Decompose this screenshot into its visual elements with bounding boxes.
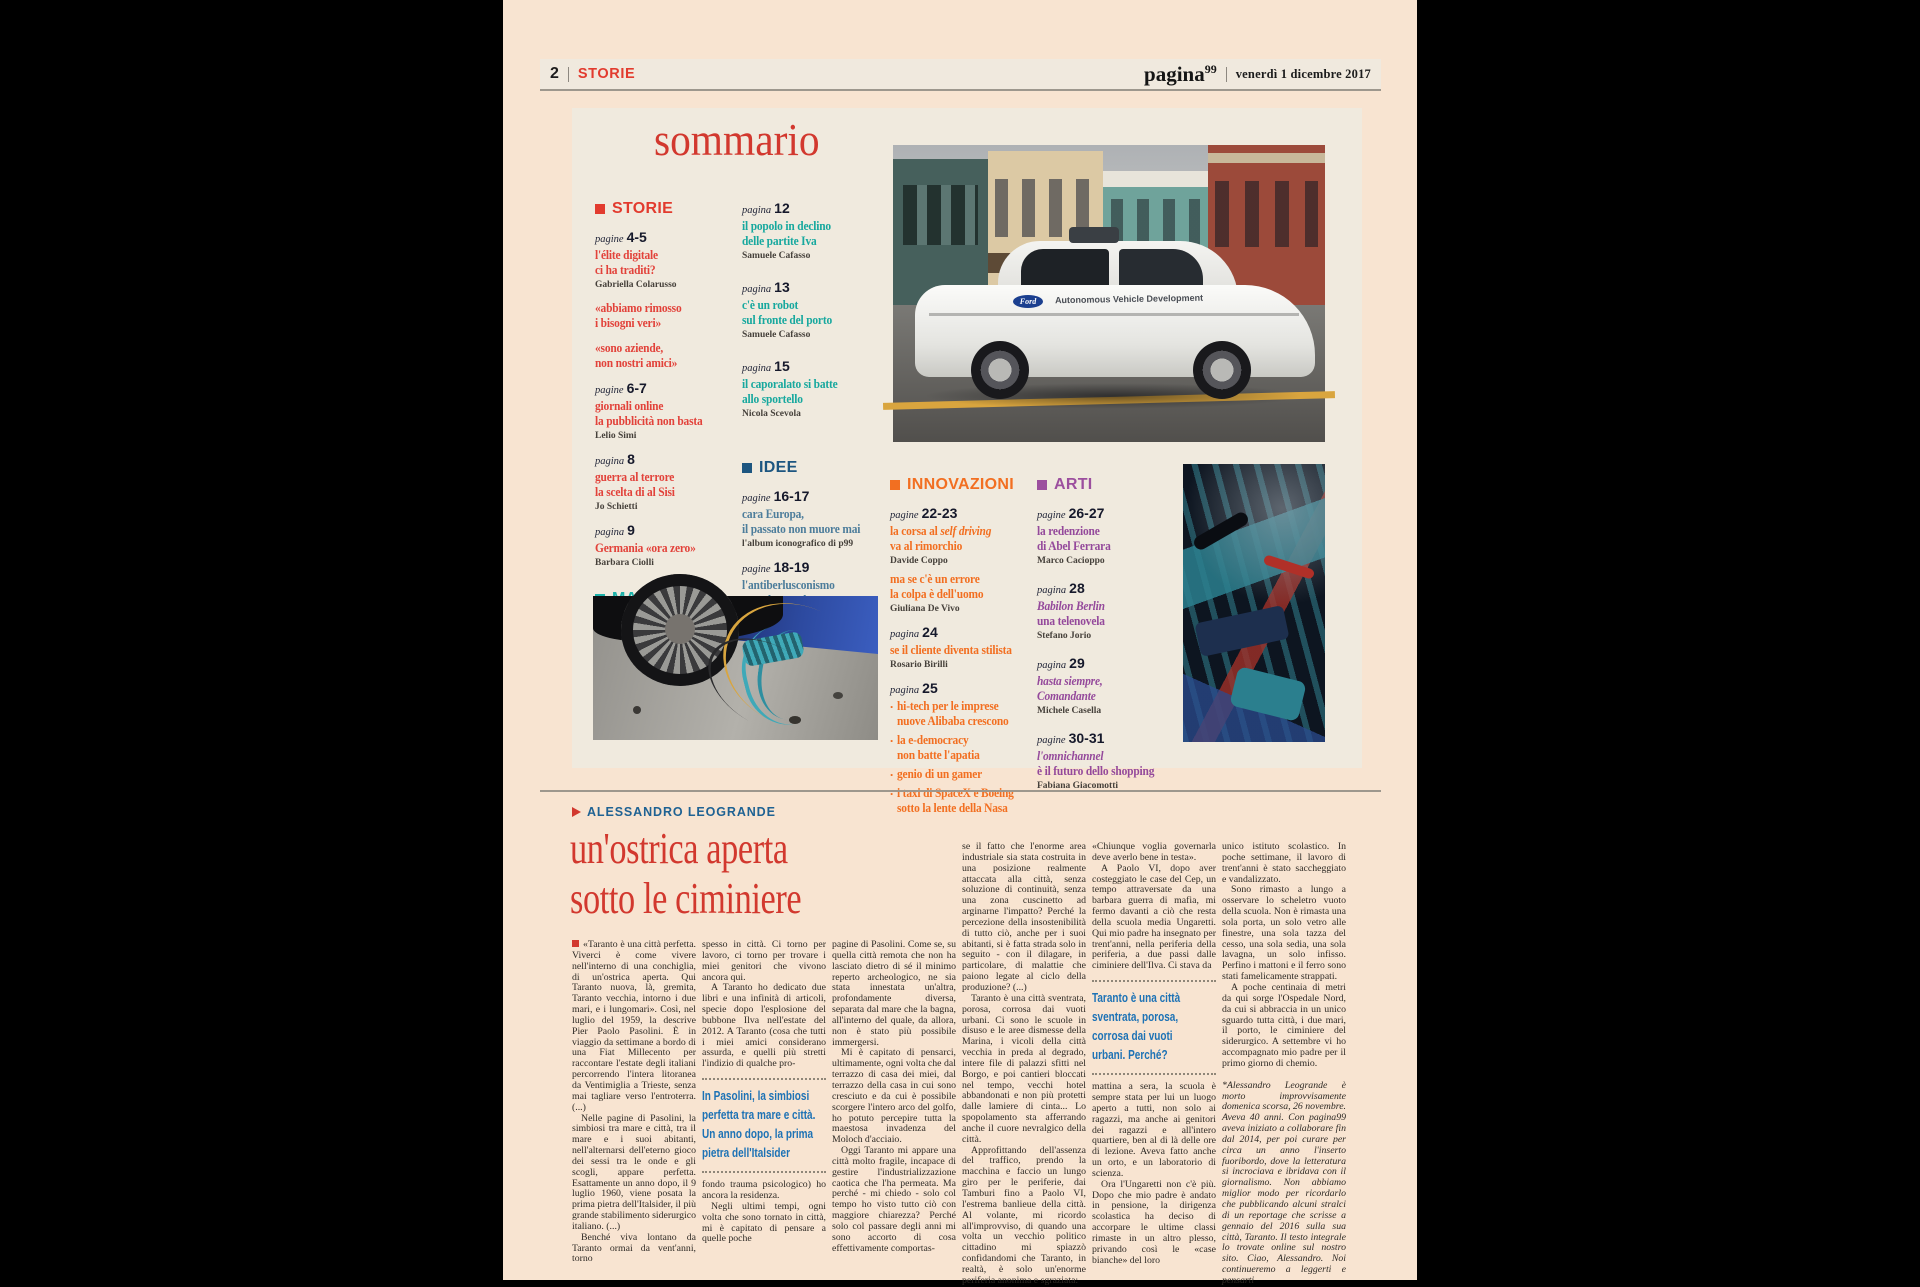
car-body-line bbox=[929, 313, 1299, 316]
article-column-5 bbox=[1092, 841, 1216, 1266]
pages-word: pagine bbox=[890, 510, 919, 521]
pull-quote: In Pasolini, la simbiosi perfetta tra mare e città. Un anno dopo, la prima pietra dell'Italsider bbox=[702, 1089, 816, 1161]
toc-item bbox=[1037, 655, 1185, 716]
toc-pages bbox=[890, 680, 1042, 696]
sommario-title: sommario bbox=[654, 114, 820, 165]
toc-pages bbox=[742, 488, 892, 504]
toc-item bbox=[1037, 580, 1185, 641]
paragraph: Benché viva lontano da Taranto ormai da vent'anni, torno bbox=[572, 1231, 696, 1265]
toc-title: «sono aziende, non nostri amici» bbox=[595, 340, 678, 370]
debris bbox=[633, 706, 641, 714]
toc-title: la redenzione di Abel Ferrara bbox=[1037, 523, 1111, 553]
paragraph: Nelle pagine di Pasolini, la simbiosi tra mare e città, tra il mare e i suoi abitanti, nell'alternarsi dell'eterno gioco dei sessi tra le onde e gli scogli, appare perfetta. Esattamente un anno dopo, il 9 luglio 1960, viene posata la prima pietra dell'Italsider, il più grande stabilimento siderurgico italiano. (...) bbox=[572, 1112, 696, 1232]
toc-author: Stefano Jorio bbox=[1037, 631, 1092, 641]
title-italic-part: l'omnichannel bbox=[1037, 748, 1104, 763]
article-column-2 bbox=[702, 939, 826, 1245]
building-windows bbox=[1215, 181, 1318, 247]
toc-bullet-item bbox=[890, 698, 1042, 728]
toc-item bbox=[742, 279, 892, 340]
pull-quote: Taranto è una città sventrata, porosa, corrosa dai vuoti urbani. Perché? bbox=[1092, 991, 1181, 1063]
toc-title: l'élite digitale ci ha traditi? bbox=[595, 247, 658, 277]
postscript: *Alessandro Leogrande è morto improvvisamente domenica scorsa, 26 novembre. Aveva 40 anni. Con pagina99 aveva iniziato a collaborare fin dal 2014, per poi curare per circa un anno l'inserto fuoribordo, dove la letteratura si incrociava e ibridava con il giornalismo. Non abbiamo miglior modo per ricordarlo che pubblicando alcuni stralci di un reportage che scrisse a gennaio del 2016 sulla sua città, Taranto. Il testo integrale lo trovate online sul nostro sito. Ciao, Alessandro. Noi continueremo a leggerti e pensarti bbox=[1222, 1079, 1346, 1286]
title-part: va al rimorchio bbox=[890, 538, 963, 553]
engine-block bbox=[1194, 605, 1289, 657]
section-label: STORIE bbox=[577, 66, 636, 82]
brand-logo bbox=[1144, 62, 1217, 87]
paragraph: Ora l'Ungaretti non c'è più. Dopo che mio padre è andato in pensione, la dirigenza scolastica ha deciso di accorpare le ultime classi rimaste in un altro plesso, privando così le «case bianche» del loro bbox=[1092, 1178, 1216, 1266]
article-column-6 bbox=[1222, 841, 1346, 1286]
issue-date: venerdì 1 dicembre 2017 bbox=[1235, 66, 1371, 81]
paragraph: spesso in città. Ci torno per lavoro, ci torno per trovare i miei genitori che vivono ancora qui. bbox=[702, 939, 826, 983]
paragraph: pagine di Pasolini. Come se, su quella città remota che non ha lasciato dietro di sé il minimo reperto archeologico, ne sia stata innestata un'altra, profondamente diversa, separata dal mare che la bagna, all'interno del quale, da allora, non è stato più possibile immergersi. bbox=[832, 939, 956, 1048]
toc-title: guerra al terrore la scelta di al Sisi bbox=[595, 469, 675, 499]
pages-number: 24 bbox=[922, 624, 938, 640]
toc-pages bbox=[595, 522, 747, 538]
toc-pages bbox=[742, 279, 892, 295]
dotted-rule bbox=[702, 1171, 826, 1173]
toc-item bbox=[595, 522, 747, 568]
title-part: è il futuro dello shopping bbox=[1037, 763, 1155, 778]
brand-sup: 99 bbox=[1204, 61, 1217, 76]
paragraph: A Taranto ho dedicato due libri e una infinità di articoli, specie dopo l'esplosione del bubbone Ilva nell'estate del 2012. A Taranto (cosa che tutti i miei amici considerano assurda, e quelli più stretti l'indizio di qualche pro- bbox=[702, 982, 826, 1070]
title-part: una telenovela bbox=[1037, 613, 1105, 628]
toc-author: Lelio Simi bbox=[595, 431, 637, 441]
toc-author: Nicola Scevola bbox=[742, 409, 801, 419]
car-wheel-front bbox=[1193, 341, 1251, 399]
section-header-label: INNOVAZIONI bbox=[907, 476, 1015, 493]
toc-column-innovazioni bbox=[890, 476, 1042, 825]
pages-word: pagina bbox=[595, 527, 625, 538]
pages-number: 13 bbox=[774, 279, 790, 295]
pages-word: pagina bbox=[742, 363, 772, 374]
toc-item bbox=[890, 505, 1042, 566]
paragraph: fondo trauma psicologico) ho ancora la residenza. bbox=[702, 1179, 826, 1201]
paragraph-text: «Taranto è una città perfetta. Viverci è come vivere nell'interno di una conchiglia, di un'ostrica aperta. Qui Taranto nuova, là, gremita, Taranto vecchia, intorno i due mari, e i lungomari». Così, nel luglio del 1959, la descrive Pier Paolo Pasolini. È in viaggio da settimane a bordo di una Fiat Millecento per raccontare l'estate degli italiani percorrendo l'intera litoranea da Ventimiglia a Trieste, senza mai tagliare verso l'entroterra. (...) bbox=[572, 939, 696, 1113]
pages-word: pagine bbox=[1037, 510, 1066, 521]
pages-word: pagine bbox=[1037, 735, 1066, 746]
toc-bullet-item bbox=[890, 732, 1042, 762]
toc-author: Rosario Birilli bbox=[890, 660, 948, 670]
pages-word: pagine bbox=[595, 234, 624, 245]
toc-item bbox=[742, 488, 892, 549]
pages-word: pagina bbox=[742, 205, 772, 216]
toc-column-arti bbox=[1037, 476, 1185, 801]
masthead-right bbox=[1144, 62, 1371, 87]
section-square-icon bbox=[890, 480, 900, 490]
toc-pages bbox=[890, 624, 1042, 640]
pages-number: 15 bbox=[774, 358, 790, 374]
toc-item bbox=[1037, 730, 1185, 791]
paragraph-marker-icon bbox=[572, 940, 579, 947]
pages-word: pagina bbox=[890, 685, 920, 696]
paragraph: Sono rimasto a lungo a osservare lo scheletro vuoto della scuola. Non è rimasta una sola porta, un solo vetro alle finestre, una sola tazza del cesso, una sola sedia, una sola lavagna, un solo infisso. Perfino i mattoni e il ferro sono stati famelicamente strappati. bbox=[1222, 884, 1346, 983]
toc-title: i taxi di SpaceX e Boeing sotto la lente della Nasa bbox=[897, 785, 1014, 815]
toc-author: Samuele Cafasso bbox=[742, 330, 811, 340]
toc-pages bbox=[1037, 580, 1185, 596]
toc-pages bbox=[890, 505, 1042, 521]
toc-pages bbox=[1037, 505, 1185, 521]
paragraph: Mi è capitato di pensarci, ultimamente, ogni volta che dal terrazzo di casa dei miei, dal terrazzo della casa in cui sono cresciuto e da cui è possibile scorgere l'intero arco del golfo, ho potuto percepire tutta la maestosa invadenza del Moloch d'acciaio. bbox=[832, 1047, 956, 1146]
paragraph: Negli ultimi tempi, ogni volta che sono tornato in città, mi è capitato di pensare a quelle poche bbox=[702, 1200, 826, 1245]
pages-number: 12 bbox=[774, 200, 790, 216]
toc-item bbox=[742, 200, 892, 261]
autonomous-car-photo bbox=[893, 145, 1325, 442]
pages-word: pagina bbox=[742, 284, 772, 295]
engine-part-teal bbox=[1229, 666, 1307, 722]
title-part: la corsa al bbox=[890, 523, 941, 538]
article-divider-rule bbox=[540, 790, 1381, 792]
toc-author: Davide Coppo bbox=[890, 556, 948, 566]
toc-subitem bbox=[595, 340, 747, 370]
dotted-rule bbox=[1092, 980, 1216, 982]
toc-title: ma se c'è un errore la colpa è dell'uomo bbox=[890, 571, 984, 601]
toc-title bbox=[890, 523, 1024, 553]
brand-text: pagina bbox=[1144, 61, 1205, 86]
paragraph: Oggi Taranto mi appare una città molto fragile, incapace di gestire l'industrializzazione caotica che l'ha permeata. Ma perché - mi chiedo - solo col tempo ho visto tutto ciò con maggiore chiarezza? Perché solo col passare degli anni mi sono accorto di cosa effettivamente comportas- bbox=[832, 1145, 956, 1254]
toc-item bbox=[890, 624, 1042, 670]
ford-logo-icon bbox=[1013, 295, 1043, 308]
toc-item bbox=[595, 380, 747, 441]
pages-word: pagina bbox=[1037, 660, 1067, 671]
toc-pages bbox=[595, 229, 747, 245]
dotted-rule bbox=[702, 1078, 826, 1080]
cornice bbox=[1208, 153, 1325, 163]
bullet-dot-icon: . bbox=[890, 764, 894, 779]
toc-author: Michele Casella bbox=[1037, 706, 1102, 716]
newspaper-page bbox=[503, 0, 1417, 1286]
byline bbox=[572, 805, 776, 819]
paragraph: se il fatto che l'enorme area industriale sia stata costruita in una posizione realmente attaccata alla città, senza soluzione di continuità, senza una zona cuscinetto ad arginarne l'impatto? Perché la percezione della insostenibilità di tutto ciò, anche per i suoi abitanti, si è fatta strada solo in seguito - con il dilagare, in particolare, di malattie che paiono legate al ciclo della produzione? (...) bbox=[962, 841, 1086, 993]
toc-title bbox=[1037, 673, 1167, 703]
toc-item bbox=[595, 229, 747, 290]
pages-number: 8 bbox=[627, 451, 635, 467]
paragraph: A Paolo VI, dopo aver costeggiato le case del Cep, un tempo attraversate da una barbara guerra di mafia, mi fermo davanti a ciò che resta della scuola media Ungaretti. Qui mio padre ha insegnato per trent'anni, nella periferia della periferia, a due passi dalle ciminiere dell'Ilva. Ci stava da bbox=[1092, 862, 1216, 972]
paragraph: A poche centinaia di metri da qui sorge l'Ospedale Nord, da cui si abbraccia in un unico sguardo tutta città, i due mari, il porto, le ciminiere del siderurgico. A settembre vi ho accompagnato mio padre per il primo giorno di chemio. bbox=[1222, 981, 1346, 1069]
paragraph: Approfittando dell'assenza del traffico, prendo la macchina e faccio un lungo giro per le periferie, dai Tamburi fino a Paolo VI, l'estrema banlieue della città. Al volante, mi ricordo all'improvviso, di quando una volta un vecchio politico cittadino mi spiazzò confidandomi che Taranto, in realtà, è solo un'enorme periferia anonima e sgraziata: bbox=[962, 1144, 1086, 1286]
pages-number: 18-19 bbox=[773, 559, 810, 575]
car-door-text: Autonomous Vehicle Development bbox=[1054, 292, 1204, 306]
pages-word: pagine bbox=[595, 385, 624, 396]
toc-title: se il cliente diventa stilista bbox=[890, 642, 1012, 657]
paragraph: unico istituto scolastico. In poche settimane, il lavoro di trent'anni è stato saccheggiato e vandalizzato. bbox=[1222, 841, 1346, 885]
toc-title: «abbiamo rimosso i bisogni veri» bbox=[595, 300, 682, 330]
title-italic-part: Babilon Berlin bbox=[1037, 598, 1105, 613]
toc-pages bbox=[595, 380, 747, 396]
pages-word: pagina bbox=[595, 456, 625, 467]
toc-bullet-item bbox=[890, 766, 1042, 781]
wheel-hub bbox=[665, 614, 695, 644]
pages-number: 9 bbox=[627, 522, 635, 538]
paragraph: «Chiunque voglia governarla deve averlo bene in testa». bbox=[1092, 841, 1216, 863]
toc-title: hi-tech per le imprese nuove Alibaba crescono bbox=[897, 698, 1009, 728]
toc-item bbox=[1037, 505, 1185, 566]
section-header-storie bbox=[595, 200, 747, 218]
toc-pages bbox=[1037, 730, 1185, 746]
toc-pages bbox=[742, 358, 892, 374]
toc-title: l'antiberlusconismo bbox=[742, 577, 835, 592]
section-square-icon bbox=[595, 204, 605, 214]
paragraph: mattina a sera, la scuola è sempre stata per lui un luogo aperto a tutti, non solo ai ragazzi, ma anche ai genitori dei ragazzi e all'intero quartiere, ben al di là delle ore di lezione. Aveva fatto anche un orto, e un laboratorio di scienza. bbox=[1092, 1081, 1216, 1179]
bullet-dot-icon: . bbox=[890, 783, 894, 798]
section-header-idee bbox=[742, 459, 892, 477]
toc-title: il caporalato si batte allo sportello bbox=[742, 376, 838, 406]
pages-word: pagine bbox=[742, 493, 771, 504]
engine-part-red bbox=[1263, 554, 1316, 580]
page-number: 2 bbox=[550, 65, 559, 82]
pages-number: 4-5 bbox=[626, 229, 647, 245]
masthead bbox=[540, 59, 1381, 91]
toc-pages bbox=[742, 200, 892, 216]
section-header-label: ARTI bbox=[1054, 476, 1093, 493]
toc-title: il popolo in declino delle partite Iva bbox=[742, 218, 831, 248]
car-wheel-rear bbox=[971, 341, 1029, 399]
title-italic-part: self driving bbox=[940, 523, 992, 538]
toc-author: l'album iconografico di p99 bbox=[742, 539, 854, 549]
engine-bay-photo bbox=[1183, 464, 1325, 742]
title-italic-part: hasta siempre, Comandante bbox=[1037, 673, 1103, 703]
section-square-icon bbox=[742, 463, 752, 473]
byline-name: ALESSANDRO LEOGRANDE bbox=[587, 805, 776, 819]
article-column-4 bbox=[962, 841, 1086, 1286]
pages-number: 16-17 bbox=[773, 488, 810, 504]
article-column-1 bbox=[572, 939, 696, 1265]
pages-word: pagina bbox=[890, 629, 920, 640]
masthead-left bbox=[550, 65, 635, 83]
toc-item bbox=[742, 358, 892, 419]
toc-subitem bbox=[595, 300, 747, 330]
divider bbox=[568, 67, 569, 82]
toc-pages bbox=[742, 559, 892, 575]
toc-title: la e-democracy non batte l'apatia bbox=[897, 732, 980, 762]
toc-pages bbox=[595, 451, 747, 467]
toc-pages bbox=[1037, 655, 1185, 671]
section-header-arti bbox=[1037, 476, 1185, 494]
section-square-icon bbox=[1037, 480, 1047, 490]
toc-author: Giuliana De Vivo bbox=[890, 604, 960, 614]
engine-hose bbox=[1192, 510, 1251, 552]
pages-number: 28 bbox=[1069, 580, 1085, 596]
pages-word: pagina bbox=[1037, 585, 1067, 596]
article-column-3 bbox=[832, 939, 956, 1254]
storefront-windows bbox=[903, 185, 978, 245]
pages-number: 6-7 bbox=[626, 380, 647, 396]
article-headline: un'ostrica aperta sotto le ciminiere bbox=[570, 824, 802, 923]
toc-author: Samuele Cafasso bbox=[742, 251, 811, 261]
crash-test-photo bbox=[593, 596, 878, 740]
shop-sign bbox=[1103, 171, 1208, 187]
section-header-label: IDEE bbox=[759, 459, 798, 476]
toc-title: giornali online la pubblicità non basta bbox=[595, 398, 703, 428]
pages-number: 25 bbox=[922, 680, 938, 696]
pages-number: 30-31 bbox=[1068, 730, 1105, 746]
pages-number: 29 bbox=[1069, 655, 1085, 671]
toc-author: Jo Schietti bbox=[595, 502, 638, 512]
divider bbox=[1226, 67, 1227, 82]
toc-title: c'è un robot sul fronte del porto bbox=[742, 297, 833, 327]
kicker-arrow-icon bbox=[572, 807, 581, 817]
dotted-rule bbox=[1092, 1073, 1216, 1075]
paragraph bbox=[572, 940, 696, 1114]
pages-number: 26-27 bbox=[1068, 505, 1105, 521]
roof-sensor bbox=[1069, 227, 1119, 243]
bullet-dot-icon: . bbox=[890, 696, 894, 711]
toc-title: genio di un gamer bbox=[897, 766, 983, 781]
pages-word: pagine bbox=[742, 564, 771, 575]
toc-title: cara Europa, il passato non muore mai bbox=[742, 506, 861, 536]
toc-item bbox=[595, 451, 747, 512]
toc-title bbox=[1037, 748, 1167, 778]
debris bbox=[789, 716, 801, 724]
section-header-label: STORIE bbox=[612, 200, 674, 217]
pages-number: 22-23 bbox=[921, 505, 958, 521]
toc-author: Gabriella Colarusso bbox=[595, 280, 677, 290]
paragraph: Taranto è una città sventrata, porosa, corrosa dai vuoti urbani. Ci sono le scuole in disuso e le aree dismesse della Marina, i vicoli della città vecchia in preda al degrado, intere file di palazzi sfitti nel Borgo, e poi cantieri bloccati nel tempo, vecchi hotel abbandonati e non più protetti dalle lamiere di cinta... Lo spopolamento sta afferrando anche il cuore nevralgico della città. bbox=[962, 992, 1086, 1145]
toc-item bbox=[890, 680, 1042, 815]
toc-author: Barbara Ciolli bbox=[595, 558, 654, 568]
ford-logo-text: Ford bbox=[1019, 297, 1037, 306]
section-header-innovazioni bbox=[890, 476, 1042, 494]
toc-author: Fabiana Giacomotti bbox=[1037, 781, 1119, 791]
toc-author: Marco Cacioppo bbox=[1037, 556, 1105, 566]
bullet-dot-icon: . bbox=[890, 730, 894, 745]
debris bbox=[833, 692, 843, 699]
toc-subitem bbox=[890, 571, 1042, 614]
toc-title bbox=[1037, 598, 1167, 628]
toc-title: Germania «ora zero» bbox=[595, 540, 696, 555]
